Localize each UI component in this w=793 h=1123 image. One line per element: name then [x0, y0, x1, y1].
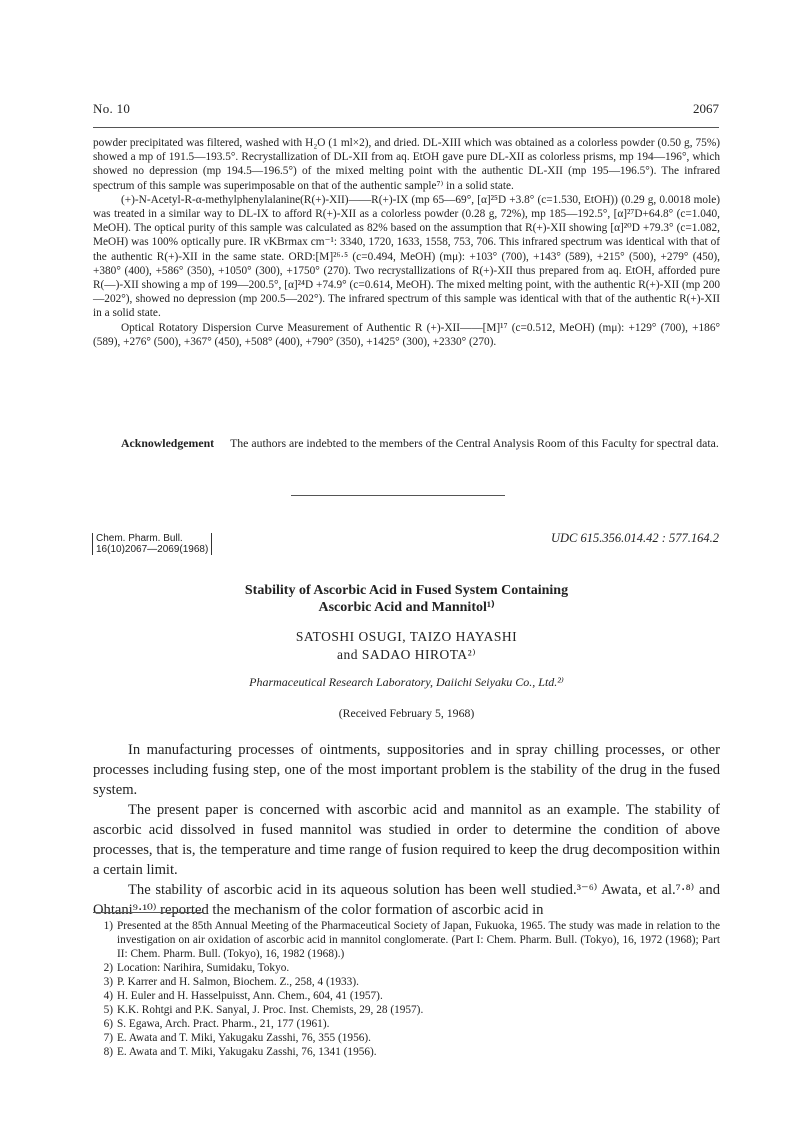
experimental-paragraph: powder precipitated was filtered, washed with H₂O (1 ml×2), and dried. DL-XIII which was obtained as a colorless powder (0.50 g, 75%) showed a mp of 191.5—193.5°. Recrystallization of DL-XII from aq. EtOH gave pure DL-XII as colorless prisms, mp 194—196°, which showed no depression (mp 194.5—196.5°) of the mixed melting point with the authentic DL-XII (mp 195—196.5°). The infrared spectrum of this sample was superimposable on that of the authentic sample⁷⁾ in a solid state. — [93, 137, 720, 192]
body-paragraph: In manufacturing processes of ointments, suppositories and in spray chilling processes, or other processes including fusing step, one of the most important problem is the stability of the drug in the fused system. — [93, 742, 720, 798]
acknowledgement-text: The authors are indebted to the members of the Central Analysis Room of this Faculty for spectral data. — [230, 436, 719, 450]
body-paragraph: The stability of ascorbic acid in its aqueous solution has been well studied.³⁻⁶⁾ Awata, et al.⁷·⁸⁾ and Ohtani⁹·¹⁰⁾ reported the mechanism of the color formation of ascorbic acid in — [93, 882, 720, 918]
footnote-text: E. Awata and T. Miki, Yakugaku Zasshi, 76, 355 (1956). — [117, 1032, 371, 1044]
title-line: Ascorbic Acid and Mannitol¹⁾ — [318, 600, 495, 615]
author-list — [93, 628, 720, 664]
received-date: (Received February 5, 1968) — [338, 706, 475, 720]
footnote-number: 8) — [103, 1046, 113, 1058]
experimental-paragraph: (+)-N-Acetyl-R-α-methylphenylalanine(R(+)-XII)——R(+)-IX (mp 65—69°, [α]²⁵D +3.8° (c=1.530, EtOH)) (0.29 g, 0.0018 mole) was treated in a similar way to DL-IX to afford R(+)-XII as a colorless powder (0.28 g, 72%), mp 185—192.5°, [α]²⁷D+64.8° (c=1.040, MeOH). The optical purity of this sample was calculated as 82% based on the assumption that R(+)-XII showing [α]²⁰D +79.3° (c=1.082, MeOH) was 100% optically pure. IR νKBrmax cm⁻¹: 3340, 1720, 1633, 1558, 753, 706. This infrared spectrum was identical with that of the authentic R(+)-XII in the same state. ORD:[M]²⁶·⁵ (c=0.494, MeOH) (mμ): +103° (700), +143° (589), +215° (500), +279° (450), +380° (400), +586° (350), +1050° (300), +1750° (270). Two recrystallizations of R(+)-XII thus prepared from aq. EtOH, afforded pure R(—)-XII showing a mp of 199—200.5°, [α]²⁴D +74.9° (c=0.614, MeOH). The mixed melting point, with the authentic R(+)-XII (mp 200—202°), showed no depression (mp 200.5—202°). The infrared spectrum of this sample was identical with that of the authentic R(+)-XII in a solid state. — [93, 193, 720, 320]
footnote-text: E. Awata and T. Miki, Yakugaku Zasshi, 76, 1341 (1956). — [117, 1046, 377, 1058]
experimental-section — [93, 136, 720, 349]
affiliation: Pharmaceutical Research Laboratory, Daiichi Seiyaku Co., Ltd.²⁾ — [249, 675, 564, 689]
header-divider — [93, 127, 719, 128]
authors-line: and SADAO HIROTA²⁾ — [336, 647, 477, 662]
footnote-text: H. Euler and H. Hasselpuisst, Ann. Chem., 604, 41 (1957). — [117, 990, 383, 1002]
footnote-item — [93, 1045, 720, 1059]
page-number: 2067 — [693, 101, 719, 116]
acknowledgement-heading: Acknowledgement — [121, 436, 215, 450]
citation-volume: 16(10)2067—2069(1968) — [92, 544, 212, 555]
article-separator — [291, 495, 505, 496]
footnote-item — [93, 989, 720, 1003]
footnote-item — [93, 1003, 720, 1017]
footnote-item — [93, 919, 720, 961]
footnote-text: Presented at the 85th Annual Meeting of the Pharmaceutical Society of Japan, Fukuoka, 1965. The study was made in relation to the investigation on air oxidation of ascorbic acid in mannitol conglomerate. (Part I: Chem. Pharm. Bull. (Tokyo), 16, 1972 (1968); Part II: Chem. Pharm. Bull. (Tokyo), 16, 1982 (1968).) — [117, 920, 720, 960]
udc-code: UDC 615.356.014.42 : 577.164.2 — [550, 531, 719, 545]
footnote-item — [93, 1031, 720, 1045]
citation-journal: Chem. Pharm. Bull. — [92, 533, 212, 544]
footnote-number: 4) — [103, 990, 113, 1002]
title-line: Stability of Ascorbic Acid in Fused System Containing — [244, 583, 569, 598]
article-body — [93, 740, 720, 920]
footnotes — [93, 919, 720, 1059]
footnote-item — [93, 961, 720, 975]
footnote-number: 6) — [103, 1018, 113, 1030]
authors-line: SATOSHI OSUGI, TAIZO HAYASHI — [295, 629, 518, 644]
footnote-number: 1) — [103, 920, 113, 932]
footnote-text: P. Karrer and H. Salmon, Biochem. Z., 258, 4 (1933). — [117, 976, 359, 988]
footnote-text: S. Egawa, Arch. Pract. Pharm., 21, 177 (1961). — [117, 1018, 330, 1030]
footnote-number: 3) — [103, 976, 113, 988]
journal-citation — [92, 533, 212, 555]
footnote-number: 7) — [103, 1032, 113, 1044]
article-title — [93, 582, 720, 616]
experimental-paragraph: Optical Rotatory Dispersion Curve Measurement of Authentic R (+)-XII——[M]¹⁷ (c=0.512, MeOH) (mμ): +129° (700), +186° (589), +276° (500), +367° (450), +508° (400), +790° (350), +1425° (300), +2330° (270). — [93, 321, 720, 348]
body-paragraph: The present paper is concerned with ascorbic acid and mannitol as an example. The stability of ascorbic acid dissolved in fused mannitol was studied in order to determine the condition of above processes, that is, the temperature and time range of fusion required to keep the drug decomposition within a certain limit. — [93, 802, 720, 878]
acknowledgement — [93, 435, 720, 451]
footnote-item — [93, 975, 720, 989]
footnote-number: 5) — [103, 1004, 113, 1016]
footnote-item — [93, 1017, 720, 1031]
footnote-rule — [93, 912, 203, 913]
footnote-number: 2) — [103, 962, 113, 974]
footnote-text: Location: Narihira, Sumidaku, Tokyo. — [117, 962, 290, 974]
footnote-text: K.K. Rohtgi and P.K. Sanyal, J. Proc. Inst. Chemists, 29, 28 (1957). — [117, 1004, 424, 1016]
journal-issue: No. 10 — [93, 101, 131, 116]
